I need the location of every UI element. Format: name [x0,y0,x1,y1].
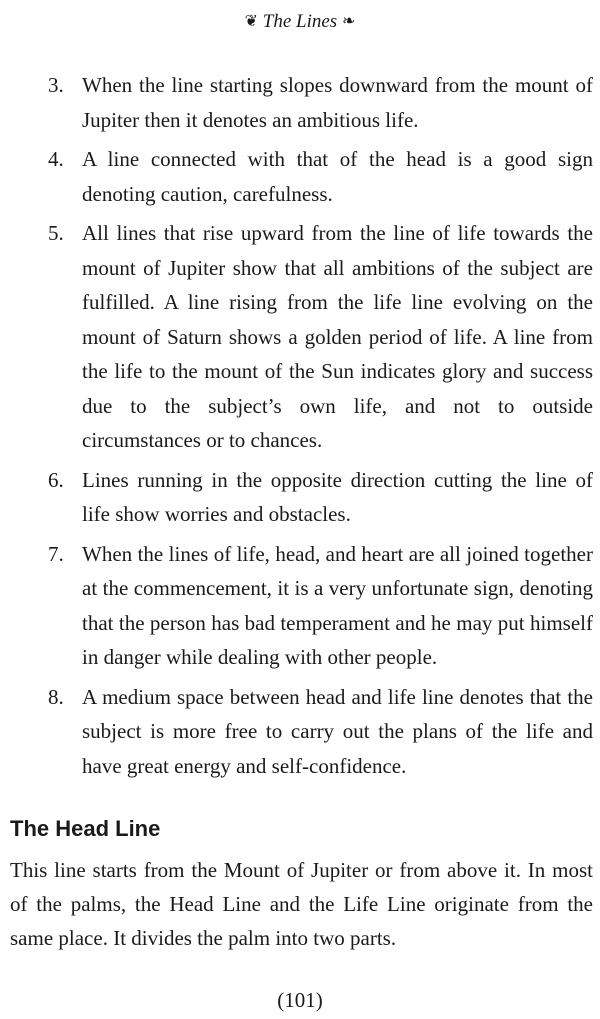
list-item-number: 4. [48,147,64,171]
list-item [48,142,593,211]
list-item-number: 5. [48,221,64,245]
list-item [48,680,593,784]
list-item-text: When the lines of life, head, and heart are all joined together at the commencement, it is a very unfortunate sign, denoting that the person has bad temperament and he may put himself in danger while dealing with other people. [82,541,593,669]
list-item-number: 8. [48,684,64,709]
list-item-text: When the line starting slopes downward from the mount of Jupiter then it denotes an ambitious life. [82,73,593,132]
ornament-right-icon: ❧ [341,13,356,30]
list-item [48,68,593,137]
ornament-left-icon: ❦ [244,13,259,30]
list-item-text: Lines running in the opposite direction cutting the line of life show worries and obstacles. [82,467,593,526]
list-item-text: All lines that rise upward from the line of life towards the mount of Jupiter show that all ambitions of the subject are fulfilled. A line rising from the life line evolving on the mount of Saturn shows a golden period of life. A line from the life to the mount of the Sun indicates glory and success due to the subject’s own life, and not to outside circumstances or to chances. [82,221,593,452]
page-number: (101) [277,988,323,1012]
section-heading: The Head Line [10,816,161,841]
list-item-text: A medium space between head and life line denotes that the subject is more free to carry out the plans of the life and have great energy and self-confidence. [82,684,593,778]
running-head [0,8,600,37]
list-item-text: A line connected with that of the head is a good sign denoting caution, carefulness. [82,147,593,206]
list-item-number: 3. [48,73,64,97]
numbered-list [48,68,593,788]
list-item-number: 7. [48,541,64,566]
list-item-number: 6. [48,467,64,492]
list-item [48,537,593,675]
list-item [48,216,593,458]
list-item [48,463,593,532]
section-paragraph: This line starts from the Mount of Jupiter or from above it. In most of the palms, the Head Line and the Life Line originate from the same place. It divides the palm into two parts. [10,858,593,950]
running-head-title: The Lines [262,11,338,32]
